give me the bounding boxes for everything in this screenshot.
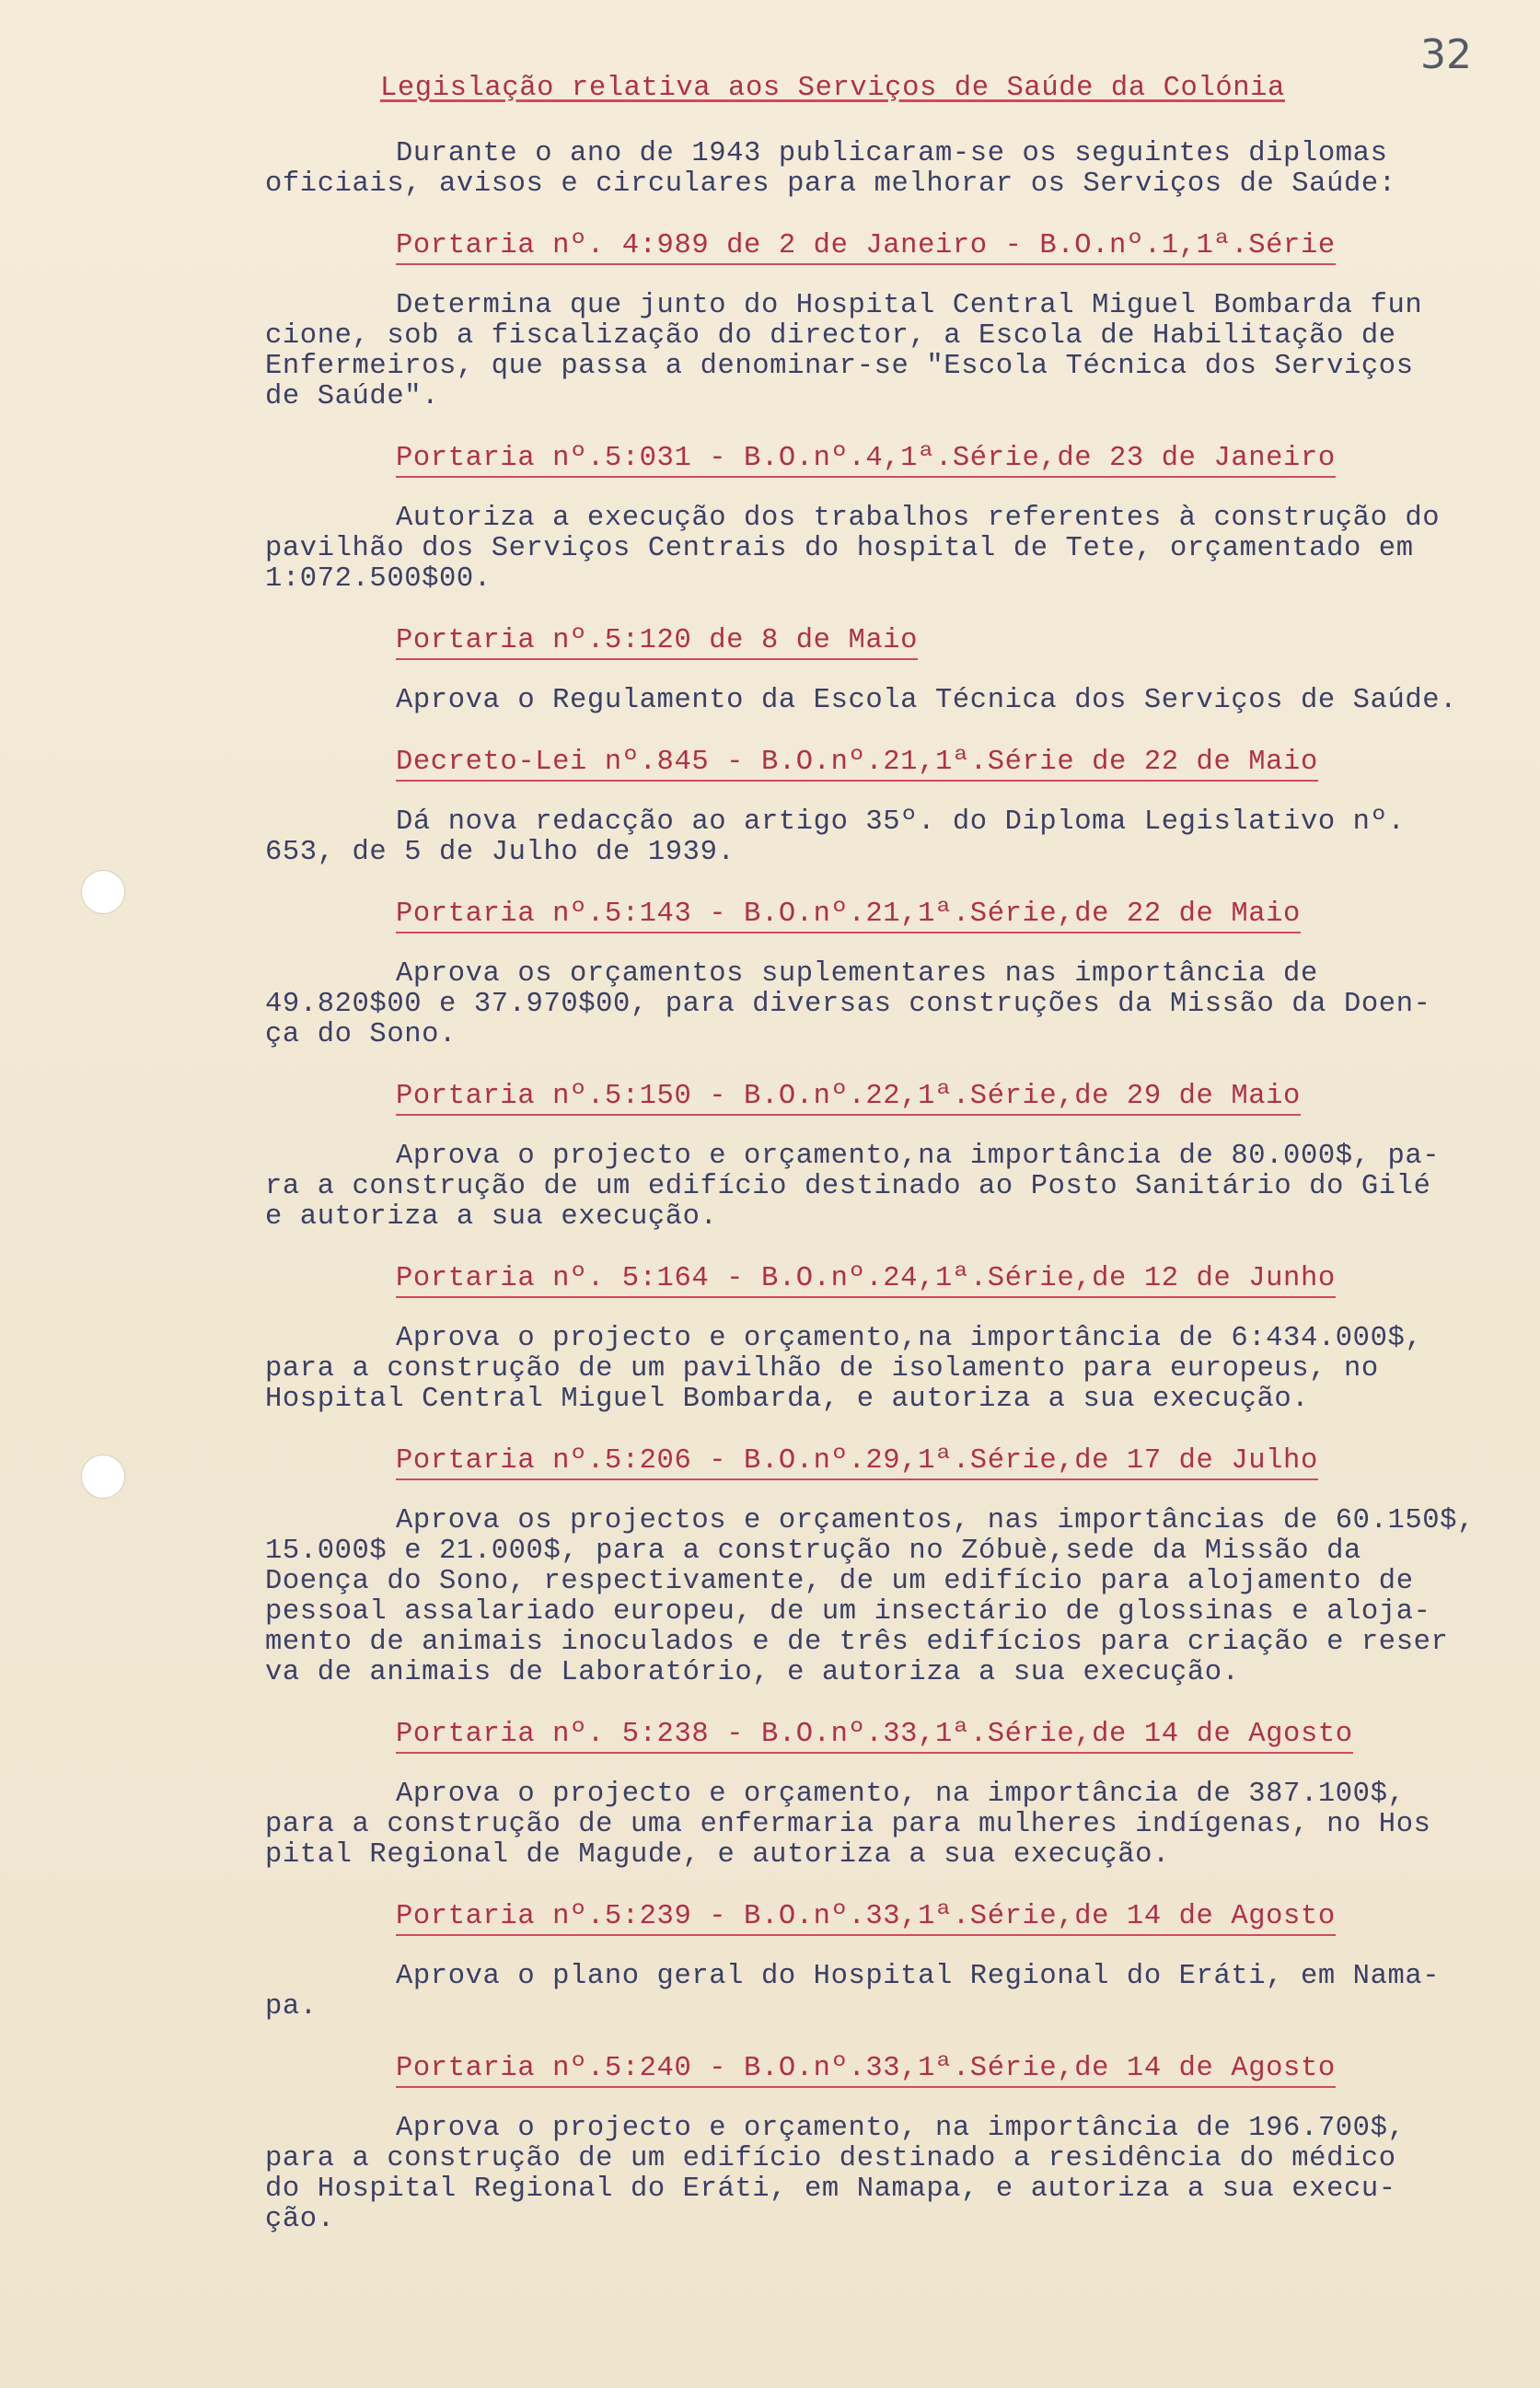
text-line: pavilhão dos Serviços Centrais do hospital de Tete, orçamentado em: [265, 533, 1414, 564]
legislation-heading: Portaria nº.5:206 - B.O.nº.29,1ª.Série,de 17 de Julho: [396, 1446, 1318, 1480]
legislation-text: [265, 291, 1499, 412]
legislation-text: [265, 807, 1499, 868]
legislation-heading: Portaria nº.5:031 - B.O.nº.4,1ª.Série,de 23 de Janeiro: [396, 444, 1336, 478]
text-line: do Hospital Regional do Eráti, em Namapa, e autoriza a sua execu-: [265, 2174, 1396, 2205]
legislation-text: [265, 1506, 1499, 1688]
legislation-text: [265, 2114, 1499, 2235]
binder-hole: [81, 870, 125, 914]
text-line: Aprova o projecto e orçamento,na importância de 6:434.000$,: [396, 1323, 1423, 1354]
text-line: 15.000$ e 21.000$, para a construção no Zóbuè,sede da Missão da: [265, 1536, 1361, 1567]
legislation-heading: Decreto-Lei nº.845 - B.O.nº.21,1ª.Série de 22 de Maio: [396, 748, 1318, 782]
text-line: va de animais de Laboratório, e autoriza a sua execução.: [265, 1657, 1240, 1688]
legislation-text: [265, 1142, 1499, 1233]
text-line: para a construção de uma enfermaria para mulheres indígenas, no Hos: [265, 1809, 1431, 1840]
legislation-entry: [265, 1082, 1499, 1233]
text-line: pital Regional de Magude, e autoriza a sua execução.: [265, 1839, 1170, 1871]
document-body: [265, 74, 1499, 2235]
text-line: Doença do Sono, respectivamente, de um edifício para alojamento de: [265, 1566, 1414, 1597]
page-number: 32: [1420, 31, 1472, 78]
legislation-text: [265, 504, 1499, 595]
text-line: pessoal assalariado europeu, de um insectário de glossinas e aloja-: [265, 1596, 1431, 1628]
text-line: ça do Sono.: [265, 1019, 457, 1050]
legislation-heading: Portaria nº.5:240 - B.O.nº.33,1ª.Série,de 14 de Agosto: [396, 2054, 1336, 2088]
intro-line: oficiais, avisos e circulares para melhorar os Serviços de Saúde:: [265, 168, 1396, 200]
legislation-list: [265, 231, 1499, 2235]
legislation-heading: Portaria nº.5:239 - B.O.nº.33,1ª.Série,de 14 de Agosto: [396, 1902, 1336, 1936]
legislation-heading: Portaria nº. 5:238 - B.O.nº.33,1ª.Série,de 14 de Agosto: [396, 1720, 1353, 1754]
text-line: Aprova os projectos e orçamentos, nas importâncias de 60.150$,: [396, 1505, 1475, 1536]
legislation-entry: [265, 899, 1499, 1050]
binder-hole: [81, 1455, 125, 1499]
legislation-text: [265, 1962, 1499, 2023]
legislation-entry: [265, 1720, 1499, 1871]
legislation-entry: [265, 444, 1499, 595]
legislation-heading: Portaria nº.5:143 - B.O.nº.21,1ª.Série,de 22 de Maio: [396, 899, 1301, 933]
text-line: Aprova o Regulamento da Escola Técnica dos Serviços de Saúde.: [396, 685, 1458, 716]
text-line: Autoriza a execução dos trabalhos referentes à construção do: [396, 503, 1441, 534]
legislation-heading: Portaria nº. 5:164 - B.O.nº.24,1ª.Série,de 12 de Junho: [396, 1264, 1336, 1298]
text-line: Aprova o projecto e orçamento,na importância de 80.000$, pa-: [396, 1141, 1441, 1172]
text-line: pa.: [265, 1991, 318, 2023]
legislation-text: [265, 1779, 1499, 1871]
legislation-heading: Portaria nº.5:150 - B.O.nº.22,1ª.Série,de 29 de Maio: [396, 1082, 1301, 1116]
text-line: Enfermeiros, que passa a denominar-se "Escola Técnica dos Serviços: [265, 351, 1414, 382]
text-line: de Saúde".: [265, 381, 440, 412]
intro-line: Durante o ano de 1943 publicaram-se os seguintes diplomas: [396, 138, 1388, 169]
text-line: 49.820$00 e 37.970$00, para diversas construções da Missão da Doen-: [265, 989, 1431, 1020]
legislation-entry: [265, 626, 1499, 716]
text-line: cione, sob a fiscalização do director, a Escola de Habilitação de: [265, 320, 1396, 352]
text-line: 653, de 5 de Julho de 1939.: [265, 837, 735, 868]
text-line: Aprova o projecto e orçamento, na importância de 387.100$,: [396, 1779, 1406, 1810]
text-line: mento de animais inoculados e de três edifícios para criação e reser: [265, 1627, 1449, 1658]
legislation-text: [265, 686, 1499, 716]
legislation-text: [265, 959, 1499, 1050]
text-line: Dá nova redacção ao artigo 35º. do Diploma Legislativo nº.: [396, 806, 1406, 838]
text-line: ra a construção de um edifício destinado ao Posto Sanitário do Gilé: [265, 1171, 1431, 1202]
legislation-heading: Portaria nº. 4:989 de 2 de Janeiro - B.O.nº.1,1ª.Série: [396, 231, 1336, 265]
text-line: Aprova os orçamentos suplementares nas importância de: [396, 958, 1318, 990]
legislation-entry: [265, 1264, 1499, 1415]
document-title: Legislação relativa aos Serviços de Saúde da Colónia: [380, 73, 1285, 104]
text-line: para a construção de um edifício destinado a residência do médico: [265, 2143, 1396, 2174]
text-line: Aprova o projecto e orçamento, na importância de 196.700$,: [396, 2113, 1406, 2144]
legislation-heading: Portaria nº.5:120 de 8 de Maio: [396, 626, 918, 660]
text-line: Hospital Central Miguel Bombarda, e autoriza a sua execução.: [265, 1384, 1310, 1415]
text-line: e autoriza a sua execução.: [265, 1201, 718, 1233]
intro-paragraph: [265, 139, 1499, 200]
legislation-text: [265, 1324, 1499, 1415]
text-line: Aprova o plano geral do Hospital Regional do Eráti, em Nama-: [396, 1961, 1441, 1992]
legislation-entry: [265, 748, 1499, 868]
text-line: para a construção de um pavilhão de isolamento para europeus, no: [265, 1353, 1379, 1385]
legislation-entry: [265, 1446, 1499, 1688]
legislation-entry: [265, 231, 1499, 412]
legislation-entry: [265, 1902, 1499, 2023]
text-line: Determina que junto do Hospital Central Miguel Bombarda fun: [396, 290, 1423, 321]
text-line: 1:072.500$00.: [265, 563, 492, 595]
legislation-entry: [265, 2054, 1499, 2235]
text-line: ção.: [265, 2204, 335, 2235]
